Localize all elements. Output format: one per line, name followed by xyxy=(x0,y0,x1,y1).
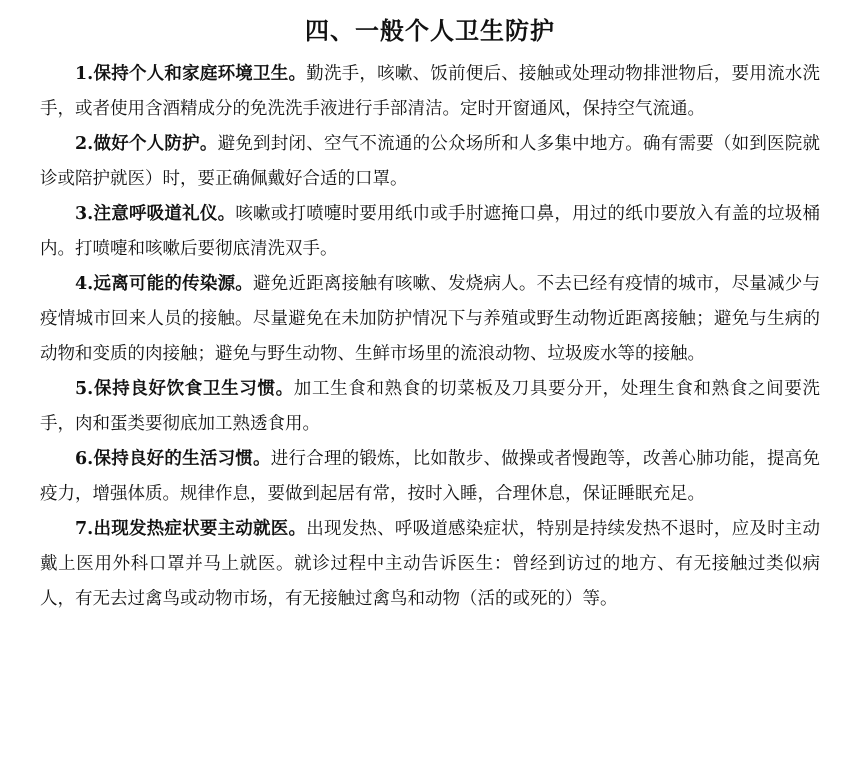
item-heading: 保持良好的生活习惯。 xyxy=(93,449,271,469)
item-body: 避免近距离接触有咳嗽、发烧病人。不去已经有疫情的城市，尽量减少与疫情城市回来人员的接触。尽量避免在未加防护情况下与养殖或野生动物近距离接触；避免与生病的动物和变质的肉接触；避免与野生动物、生鲜市场里的流浪动物、垃圾废水等的接触。 xyxy=(40,274,820,364)
item-body: 避免到封闭、空气不流通的公众场所和人多集中地方。确有需要（如到医院就诊或陪护就医）时，要正确佩戴好合适的口罩。 xyxy=(40,134,821,189)
item-number: 6. xyxy=(75,449,94,469)
paragraph-7 xyxy=(40,512,820,617)
item-number: 5. xyxy=(75,379,94,399)
item-number: 3. xyxy=(75,204,94,224)
item-heading: 远离可能的传染源。 xyxy=(93,274,254,294)
item-heading: 做好个人防护。 xyxy=(93,134,218,154)
item-heading: 保持个人和家庭环境卫生。 xyxy=(93,64,307,84)
item-heading: 出现发热症状要主动就医。 xyxy=(93,519,307,539)
item-body: 加工生食和熟食的切菜板及刀具要分开，处理生食和熟食之间要洗手，肉和蛋类要彻底加工熟透食用。 xyxy=(40,379,820,434)
paragraph-1 xyxy=(40,57,820,127)
paragraph-6 xyxy=(40,442,820,512)
paragraph-4 xyxy=(40,267,820,372)
paragraph-3 xyxy=(40,197,820,267)
item-body: 出现发热、呼吸道感染症状，特别是持续发热不退时，应及时主动戴上医用外科口罩并马上就医。就诊过程中主动告诉医生：曾经到访过的地方、有无接触过类似病人，有无去过禽鸟或动物市场，有无接触过禽鸟和动物（活的或死的）等。 xyxy=(40,519,821,609)
item-body: 勤洗手，咳嗽、饭前便后、接触或处理动物排泄物后，要用流水洗手，或者使用含酒精成分的免洗洗手液进行手部清洁。定时开窗通风，保持空气流通。 xyxy=(40,64,821,119)
item-heading: 保持良好饮食卫生习惯。 xyxy=(93,379,294,399)
item-number: 7. xyxy=(75,519,94,539)
item-number: 4. xyxy=(75,274,94,294)
item-number: 2. xyxy=(75,134,94,154)
item-number: 1. xyxy=(75,64,94,84)
section-title: 四、一般个人卫生防护 xyxy=(305,16,555,45)
item-body: 咳嗽或打喷嚏时要用纸巾或手肘遮掩口鼻，用过的纸巾要放入有盖的垃圾桶内。打喷嚏和咳嗽后要彻底清洗双手。 xyxy=(40,204,821,259)
paragraph-2 xyxy=(40,127,820,197)
item-body: 进行合理的锻炼，比如散步、做操或者慢跑等，改善心肺功能，提高免疫力，增强体质。规律作息，要做到起居有常，按时入睡，合理休息，保证睡眠充足。 xyxy=(40,449,821,504)
item-heading: 注意呼吸道礼仪。 xyxy=(93,204,236,224)
paragraph-5 xyxy=(40,372,820,442)
